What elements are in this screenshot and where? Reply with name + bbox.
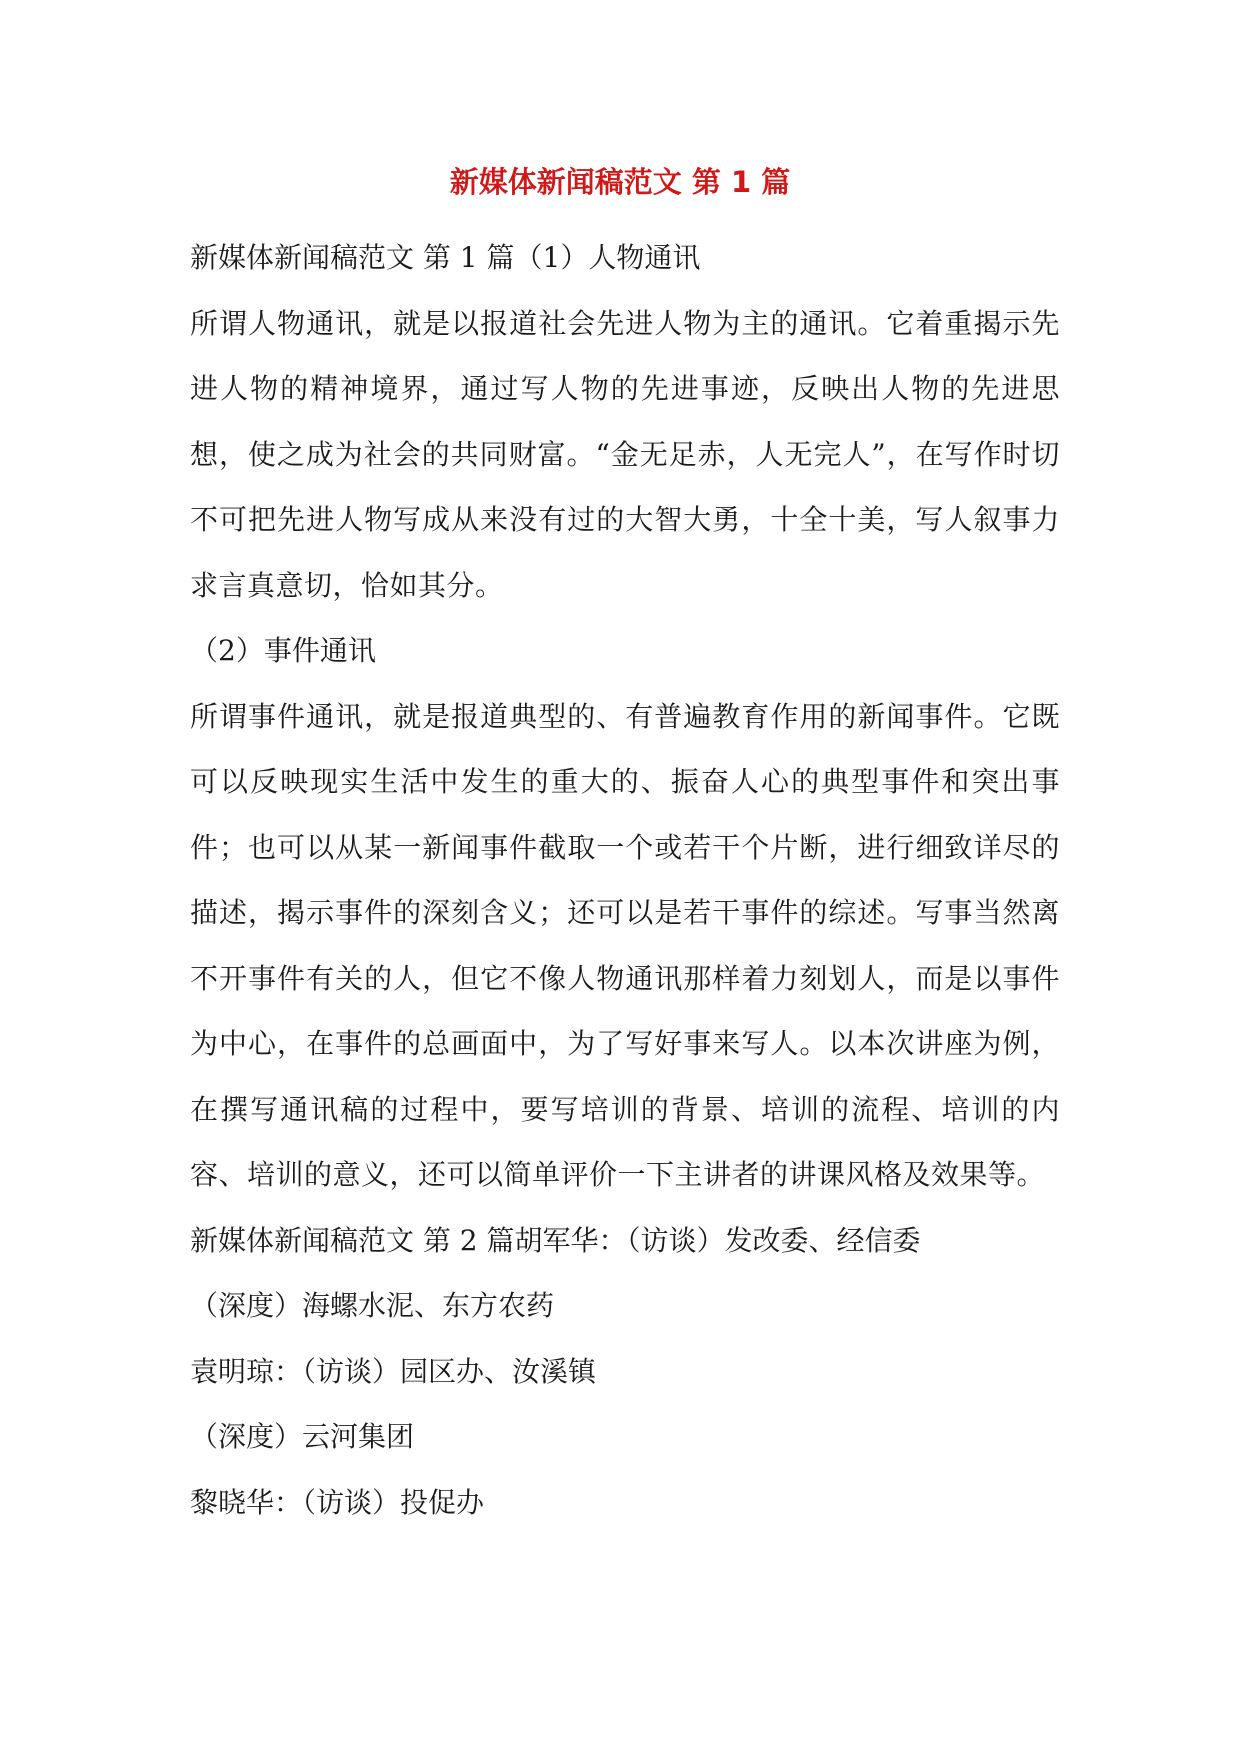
paragraph-person-report: 所谓人物通讯，就是以报道社会先进人物为主的通讯。它着重揭示先进人物的精神境界，通过写人物的先进事迹，反映出人物的先进思想，使之成为社会的共同财富。“金无足赤，人无完人”，在写作时切不可把先进人物写成从来没有过的大智大勇，十全十美，写人叙事力求言真意切，恰如其分。 [190, 306, 1060, 602]
paragraph-article-2-line-2: （深度）海螺水泥、东方农药 [190, 1289, 555, 1322]
document-body [190, 225, 1060, 1535]
paragraph-event-report: 所谓事件通讯，就是报道典型的、有普遍教育作用的新闻事件。它既可以反映现实生活中发生的重大的、振奋人心的典型事件和突出事件；也可以从某一新闻事件截取一个或若干个片断，进行细致详尽的描述，揭示事件的深刻含义；还可以是若干事件的综述。写事当然离不开事件有关的人，但它不像人物通讯那样着力刻划人，而是以事件为中心，在事件的总画面中，为了写好事来写人。以本次讲座为例，在撰写通讯稿的过程中，要写培训的背景、培训的流程、培训的内容、培训的意义，还可以简单评价一下主讲者的讲课风格及效果等。 [190, 699, 1060, 1191]
paragraph-heading-1: 新媒体新闻稿范文 第 1 篇（1）人物通讯 [190, 241, 701, 274]
paragraph-article-2-line-3: 袁明琼：（访谈）园区办、汝溪镇 [190, 1354, 597, 1388]
paragraph-article-2-line-4: （深度）云河集团 [190, 1420, 415, 1453]
paragraph-heading-2: （2）事件通讯 [190, 634, 376, 667]
document-title: 新媒体新闻稿范文 第 1 篇 [449, 165, 791, 199]
paragraph-article-2-line-5: 黎晓华：（访谈）投促办 [190, 1485, 485, 1519]
paragraph-article-2-line-1: 新媒体新闻稿范文 第 2 篇胡军华：（访谈）发改委、经信委 [190, 1223, 921, 1257]
